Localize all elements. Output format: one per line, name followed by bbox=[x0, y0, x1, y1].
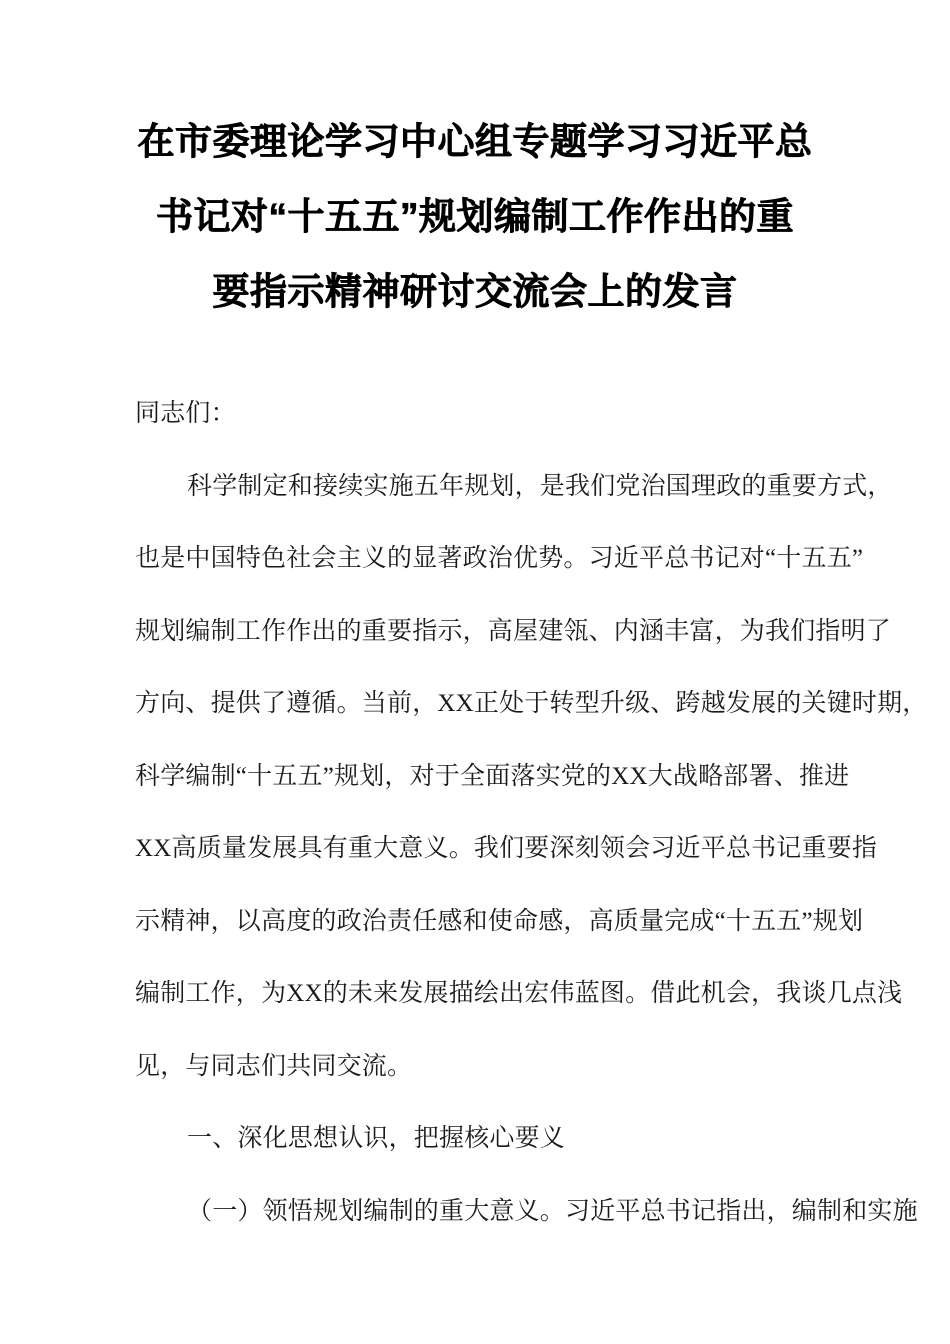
title-line-1: 在市委理论学习中心组专题学习习近平总 bbox=[137, 121, 813, 162]
body-line: 方向、提供了遵循。当前，XX正处于转型升级、跨越发展的关键时期， bbox=[135, 690, 928, 717]
body-line: XX高质量发展具有重大意义。我们要深刻领会习近平总书记重要指 bbox=[135, 835, 878, 862]
body-line: 示精神，以高度的政治责任感和使命感，高质量完成“十五五”规划 bbox=[135, 907, 864, 935]
body-line: 编制工作，为XX的未来发展描绘出宏伟蓝图。借此机会，我谈几点浅 bbox=[135, 980, 903, 1007]
title-line-2: 书记对“十五五”规划编制工作作出的重 bbox=[156, 196, 794, 237]
body-line: 科学制定和接续实施五年规划，是我们党治国理政的重要方式， bbox=[187, 472, 893, 500]
title-line-3: 要指示精神研讨交流会上的发言 bbox=[212, 271, 738, 312]
body-line: 规划编制工作作出的重要指示，高屋建瓴、内涵丰富，为我们指明了 bbox=[135, 617, 892, 645]
salutation: 同志们： bbox=[135, 400, 236, 427]
body-line: 见，与同志们共同交流。 bbox=[135, 1052, 413, 1080]
section-heading: 一、深化思想认识，把握核心要义 bbox=[187, 1125, 566, 1152]
body-line: 也是中国特色社会主义的显著政治优势。习近平总书记对“十五五” bbox=[135, 545, 864, 572]
body-line: 科学编制“十五五”规划，对于全面落实党的XX大战略部署、推进 bbox=[135, 762, 850, 790]
subsection-line: （一）领悟规划编制的重大意义。习近平总书记指出，编制和实施 bbox=[187, 1197, 918, 1225]
document-body bbox=[135, 378, 928, 1248]
document-title bbox=[0, 104, 950, 329]
